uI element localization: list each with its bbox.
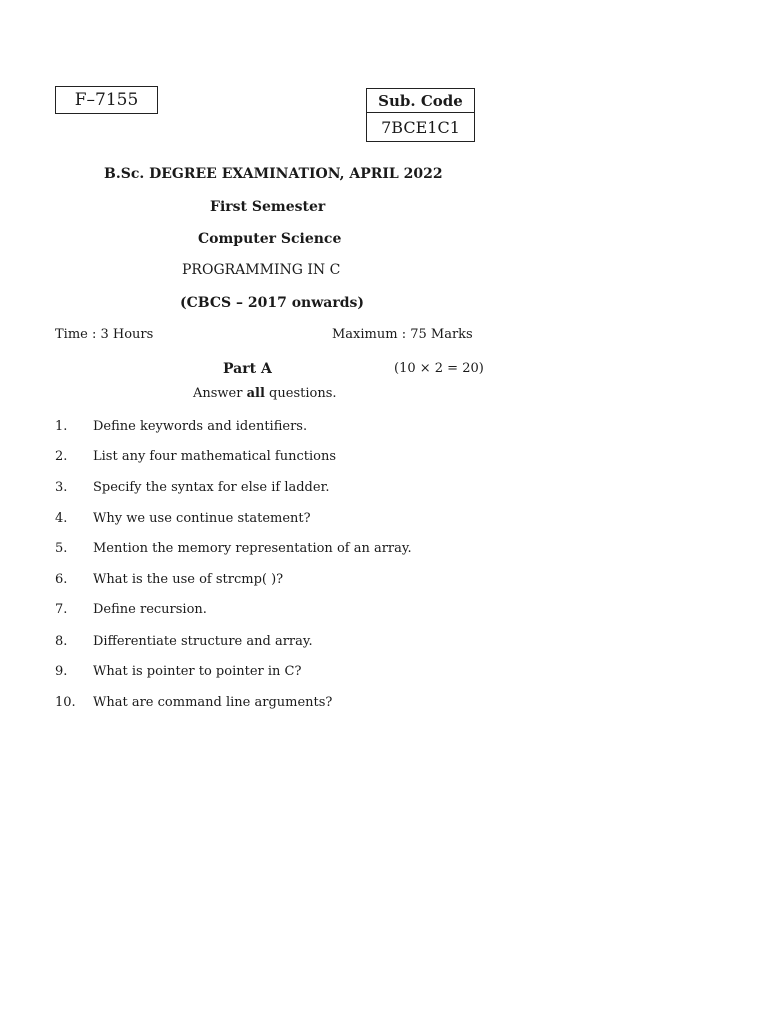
question-number: 2. bbox=[55, 449, 68, 464]
question-number: 8. bbox=[55, 634, 68, 649]
question-text: Specify the syntax for else if ladder. bbox=[93, 480, 330, 495]
question-text: Define recursion. bbox=[93, 602, 207, 617]
sub-code-value: 7BCE1C1 bbox=[381, 117, 460, 137]
course-title: PROGRAMMING IN C bbox=[182, 262, 341, 278]
department: Computer Science bbox=[198, 231, 342, 247]
part-a-marks: (10 × 2 = 20) bbox=[394, 361, 484, 376]
question-text: Differentiate structure and array. bbox=[93, 634, 313, 649]
question-text: What is the use of strcmp( )? bbox=[93, 572, 284, 587]
instruction-prefix: Answer bbox=[193, 386, 247, 401]
question-number: 3. bbox=[55, 480, 68, 495]
sub-code-label-box bbox=[366, 88, 475, 113]
question-text: Mention the memory representation of an array. bbox=[93, 541, 412, 556]
question-number: 10. bbox=[55, 695, 76, 710]
maximum-marks: Maximum : 75 Marks bbox=[332, 327, 473, 342]
sub-code-label: Sub. Code bbox=[378, 91, 463, 110]
time-allowed: Time : 3 Hours bbox=[55, 327, 154, 342]
part-a-instruction bbox=[193, 386, 337, 401]
paper-code: F–7155 bbox=[74, 90, 139, 110]
question-number: 9. bbox=[55, 664, 68, 679]
question-text: List any four mathematical functions bbox=[93, 449, 337, 464]
question-number: 6. bbox=[55, 572, 68, 587]
paper-code-box bbox=[55, 86, 158, 114]
question-text: What is pointer to pointer in C? bbox=[93, 664, 302, 679]
exam-title: B.Sc. DEGREE EXAMINATION, APRIL 2022 bbox=[104, 166, 443, 182]
sub-code-value-box bbox=[366, 112, 475, 142]
question-text: Define keywords and identifiers. bbox=[93, 419, 308, 434]
question-number: 5. bbox=[55, 541, 68, 556]
question-text: What are command line arguments? bbox=[93, 695, 333, 710]
question-text: Why we use continue statement? bbox=[93, 511, 311, 526]
scheme: (CBCS – 2017 onwards) bbox=[180, 295, 365, 311]
question-number: 1. bbox=[55, 419, 68, 434]
question-number: 7. bbox=[55, 602, 68, 617]
semester: First Semester bbox=[210, 199, 326, 215]
part-a-title: Part A bbox=[223, 361, 272, 377]
instruction-bold: all bbox=[246, 386, 265, 401]
instruction-suffix: questions. bbox=[264, 386, 337, 401]
question-number: 4. bbox=[55, 511, 68, 526]
